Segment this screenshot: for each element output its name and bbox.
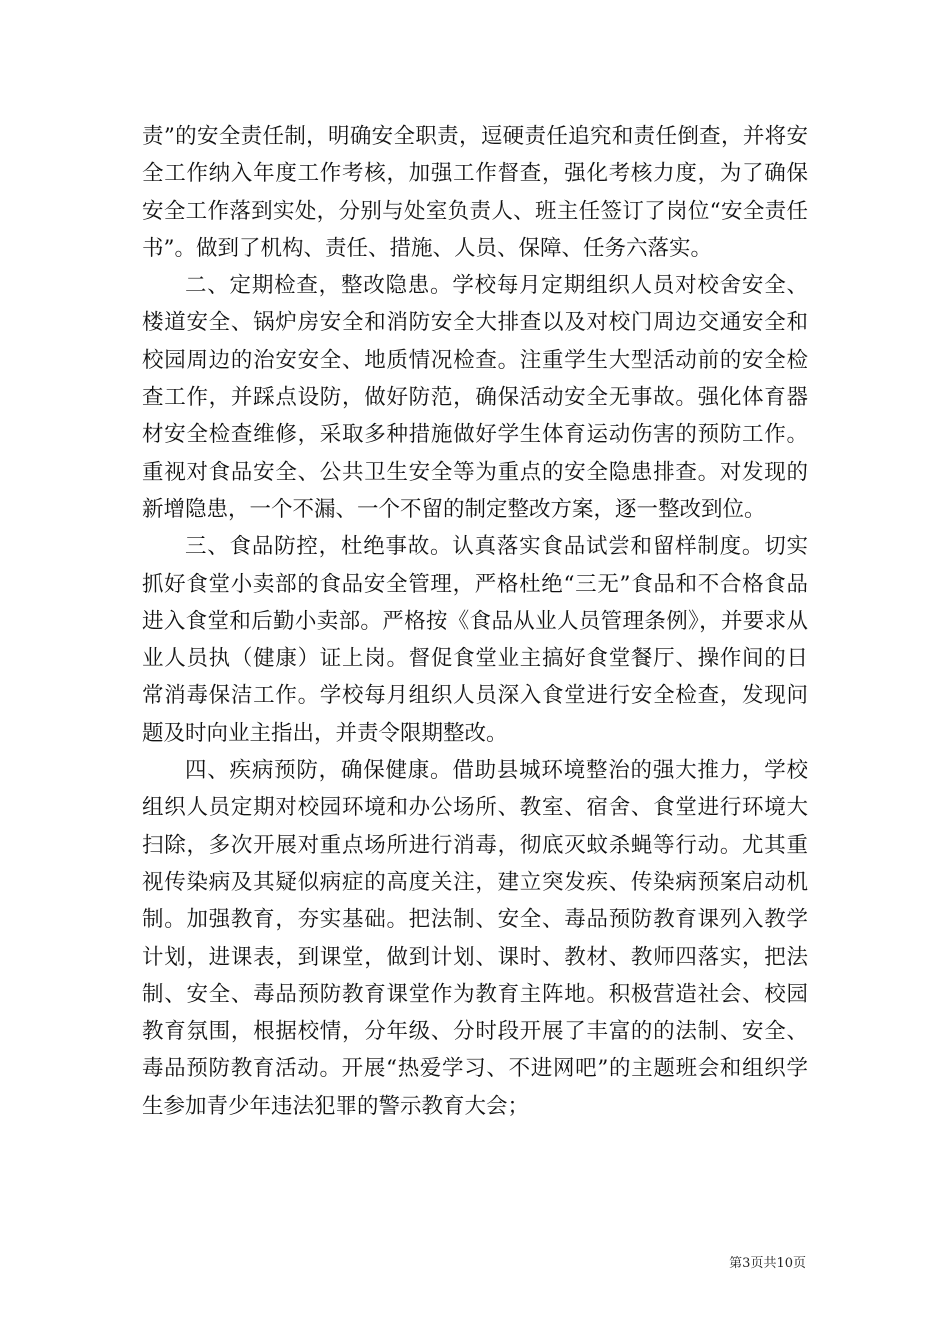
paragraph-disease-prevention: 四、疾病预防，确保健康。借助县城环境整治的强大推力，学校组织人员定期对校园环境和办公场所、教室、宿舍、食堂进行环境大扫除，多次开展对重点场所进行消毒，彻底灭蚊杀蝇等行动。尤其重视传染病及其疑似病症的高度关注，建立突发疾、传染病预案启动机制。加强教育，夯实基础。把法制、安全、毒品预防教育课列入教学计划，进课表，到课堂，做到计划、课时、教材、教师四落实，把法制、安全、毒品预防教育课堂作为教育主阵地。积极营造社会、校园教育氛围，根据校情，分年级、分时段开展了丰富的的法制、安全、毒品预防教育活动。开展“热爱学习、不进网吧”的主题班会和组织学生参加青少年违法犯罪的警示教育大会； bbox=[142, 758, 808, 1119]
paragraph-regular-inspection: 二、定期检查，整改隐患。学校每月定期组织人员对校舍安全、楼道安全、锅炉房安全和消防安全大排查以及对校门周边交通安全和校园周边的治安安全、地质情况检查。注重学生大型活动前的安全检查工作，并踩点设防，做好防范，确保活动安全无事故。强化体育器材安全检查维修，采取多种措施做好学生体育运动伤害的预防工作。重视对食品安全、公共卫生安全等为重点的安全隐患排查。对发现的新增隐患，一个不漏、一个不留的制定整改方案，逐一整改到位。 bbox=[142, 273, 808, 522]
document-body bbox=[142, 118, 808, 1125]
paragraph-continuation: 责”的安全责任制，明确安全职责，逗硬责任追究和责任倒查，并将安全工作纳入年度工作考核，加强工作督查，强化考核力度，为了确保安全工作落到实处，分别与处室负责人、班主任签订了岗位“安全责任书”。做到了机构、责任、措施、人员、保障、任务六落实。 bbox=[142, 124, 808, 261]
page-number-footer: 第3页共10页 bbox=[729, 1256, 806, 1271]
paragraph-food-safety: 三、食品防控，杜绝事故。认真落实食品试尝和留样制度。切实抓好食堂小卖部的食品安全管理，严格杜绝“三无”食品和不合格食品进入食堂和后勤小卖部。严格按《食品从业人员管理条例》，并要求从业人员执（健康）证上岗。督促食堂业主搞好食堂餐厅、操作间的日常消毒保洁工作。学校每月组织人员深入食堂进行安全检查，发现问题及时向业主指出，并责令限期整改。 bbox=[142, 534, 808, 746]
